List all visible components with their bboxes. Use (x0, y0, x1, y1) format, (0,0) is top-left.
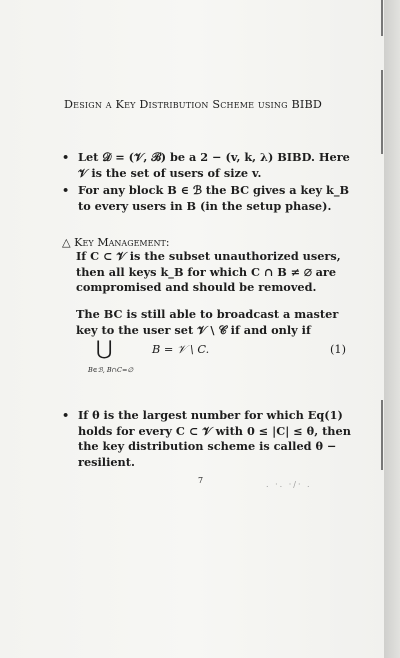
bullet-text: For any block B ∈ ℬ the BC gives a key k_B to every users in B (in the setup phase). (78, 183, 350, 213)
bullet-text: If θ is the largest number for which Eq(1) holds for every C ⊂ 𝒱 with 0 ≤ |C| ≤ θ, then the key distribution scheme is called θ − resilient. (78, 408, 351, 469)
section-heading: △ Key Management: (62, 236, 170, 249)
bullet-keys (62, 183, 352, 214)
page-number: 7 (198, 476, 204, 485)
bullet-text: Let 𝒟 = (𝒱, ℬ) be a 2 − (v, k, λ) BIBD. Here 𝒱 is the set of users of size v. (78, 150, 350, 180)
scan-mark (381, 0, 383, 36)
scan-mark (381, 70, 383, 154)
bullet-dot-icon: • (62, 183, 70, 197)
bullet-bibd (62, 150, 352, 181)
union-subscript: B∈ℬ, B∩C=∅ (88, 366, 134, 374)
page-title: Design a Key Distribution Scheme using BIBD (64, 98, 323, 111)
equation-1 (76, 336, 346, 386)
scan-smudge: . ·. ·/· . (266, 480, 312, 489)
bullet-dot-icon: • (62, 150, 70, 164)
scan-mark (381, 400, 383, 470)
bullet-dot-icon: • (62, 408, 70, 422)
union-symbol: ⋃ (96, 336, 113, 360)
equation-number: (1) (329, 343, 346, 356)
key-management-text: If C ⊂ 𝒱 is the subset unauthorized users, then all keys k_B for which C ∩ B ≠ ∅ are compromised and should be removed. (76, 249, 341, 294)
broadcast-text: The BC is still able to broadcast a master key to the user set 𝒱 \ 𝒞 if and only if (76, 307, 339, 337)
equation-body: B = 𝒱 \ C. (152, 343, 210, 356)
bullet-resilient (62, 408, 352, 470)
page-edge (384, 0, 400, 658)
